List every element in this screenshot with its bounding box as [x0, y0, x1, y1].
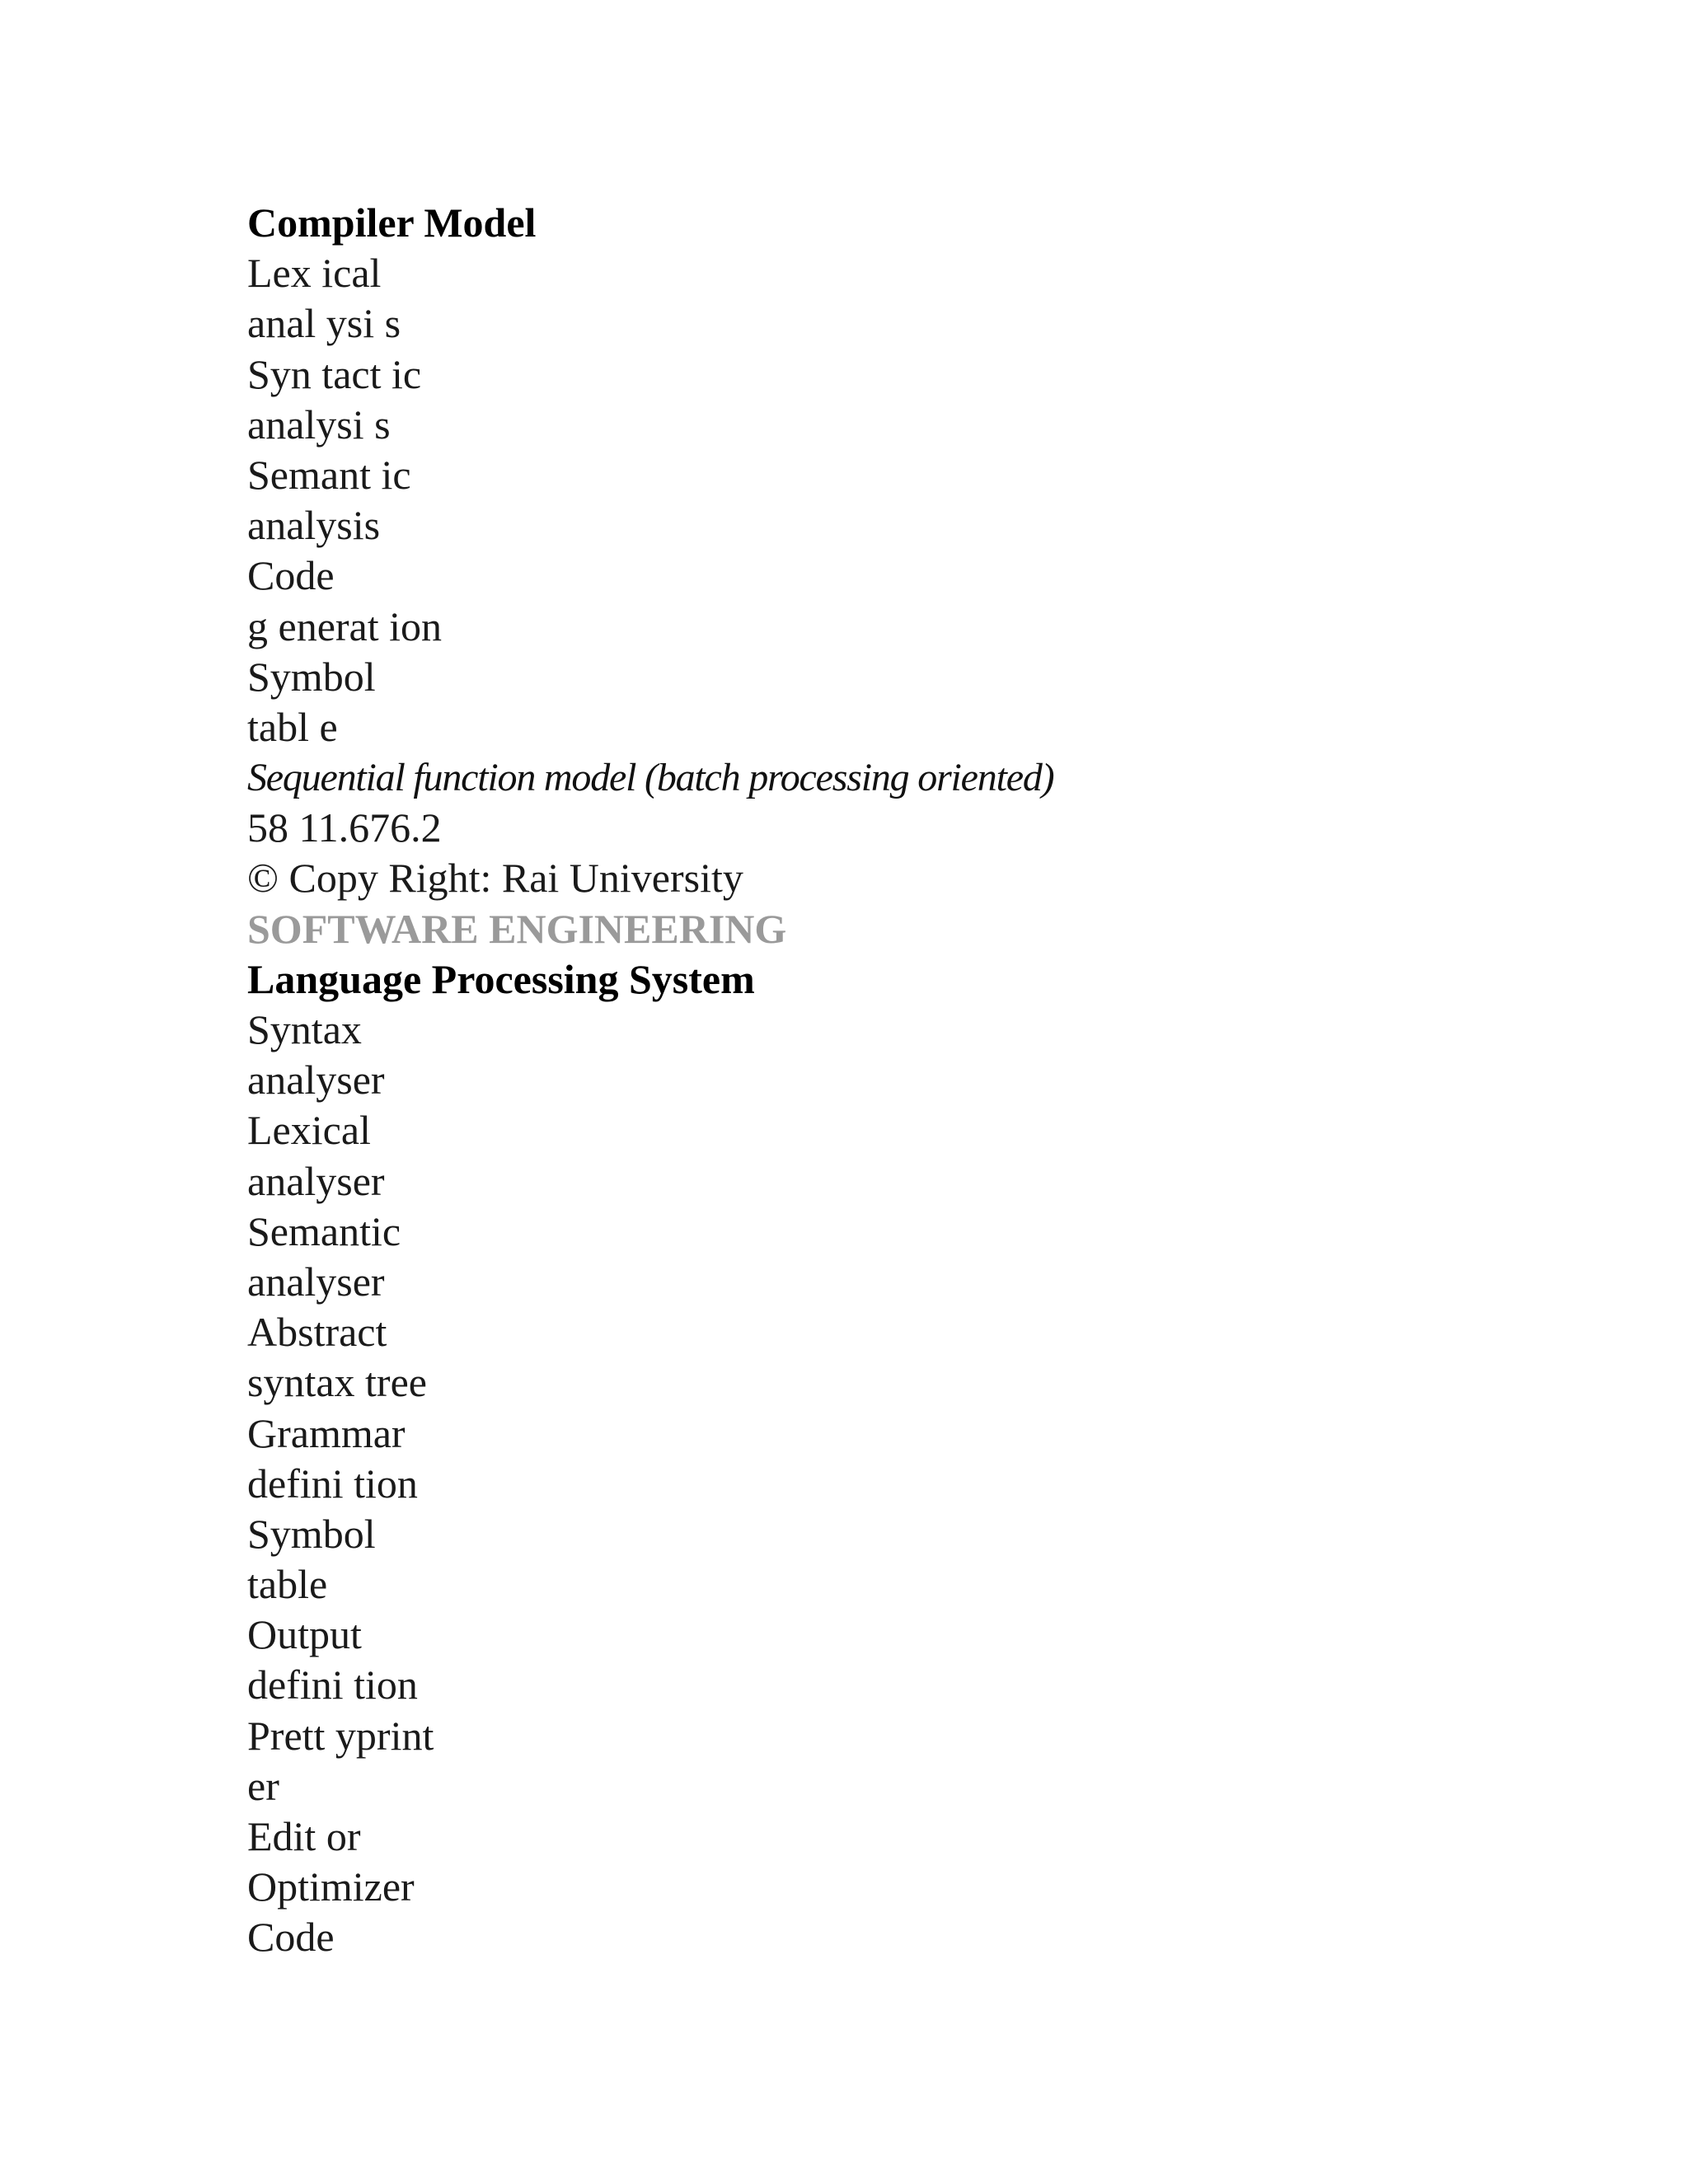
- language-processing-heading: Language Processing System: [247, 955, 755, 1002]
- diagram-label: table: [247, 1561, 328, 1608]
- diagram-label: Lexical: [247, 1107, 371, 1154]
- figure-caption: Sequential function model (batch processing oriented): [247, 756, 1054, 800]
- diagram-label: syntax tree: [247, 1359, 427, 1406]
- diagram-label: Code: [247, 1914, 335, 1961]
- diagram-label: Abstract: [247, 1309, 387, 1356]
- diagram-label: defini tion: [247, 1661, 418, 1708]
- language-processing-labels: [247, 1005, 1484, 1963]
- running-head: SOFTWARE ENGINEERING: [247, 905, 787, 952]
- diagram-label: g enerat ion: [247, 602, 443, 649]
- diagram-label: Semantic: [247, 1207, 401, 1254]
- diagram-label: analyser: [247, 1258, 385, 1305]
- diagram-label: Lex ical: [247, 250, 382, 297]
- diagram-label: analyser: [247, 1157, 385, 1204]
- compiler-model-labels: [247, 248, 1484, 752]
- diagram-label: Grammar: [247, 1409, 406, 1456]
- diagram-label: Symbol: [247, 653, 376, 700]
- diagram-label: anal ysi s: [247, 300, 401, 347]
- diagram-label: Prett yprint: [247, 1712, 434, 1759]
- diagram-label: er: [247, 1762, 279, 1809]
- diagram-label: analysis: [247, 502, 381, 549]
- diagram-label: tabl e: [247, 703, 338, 750]
- compiler-model-heading: Compiler Model: [247, 199, 537, 246]
- diagram-label: Syn tact ic: [247, 350, 422, 397]
- diagram-label: analyser: [247, 1057, 385, 1104]
- diagram-label: Code: [247, 552, 335, 599]
- page-code: 58 11.676.2: [247, 804, 442, 851]
- page-content: [247, 198, 1484, 1963]
- diagram-label: analysi s: [247, 401, 391, 448]
- diagram-label: Output: [247, 1611, 362, 1658]
- diagram-label: Semant ic: [247, 451, 411, 498]
- diagram-label: Syntax: [247, 1006, 362, 1052]
- copyright-notice: © Copy Right: Rai University: [247, 855, 743, 902]
- diagram-label: Edit or: [247, 1813, 361, 1859]
- diagram-label: Symbol: [247, 1510, 376, 1557]
- diagram-label: Optimizer: [247, 1863, 415, 1910]
- diagram-label: defini tion: [247, 1460, 418, 1507]
